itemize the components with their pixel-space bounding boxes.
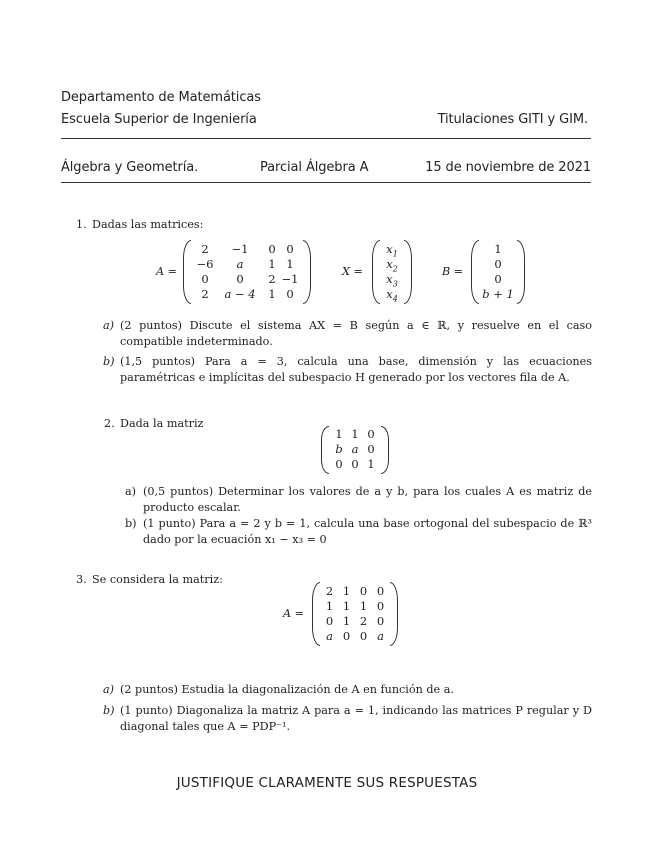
matrix-cell: 0	[367, 442, 375, 456]
matrix-cell: a	[377, 629, 384, 643]
problem1-X-label: X =	[342, 265, 363, 278]
matrix-cell: 0	[236, 272, 244, 286]
problem2-part-a-text: (0,5 puntos) Determinar los valores de a y b, para los cuales A es matriz de producto escalar.	[143, 485, 592, 514]
matrix-cell: 0	[325, 614, 334, 628]
vector-entry: $x_2$	[386, 257, 398, 274]
department-name: Departamento de Matemáticas	[61, 90, 261, 105]
school-name: Escuela Superior de Ingeniería	[61, 112, 257, 127]
problem1-part-a-label: a)	[103, 319, 115, 332]
matrix-cell: 0	[286, 287, 294, 301]
problem1-part-a-text: (2 puntos) Discute el sistema AX = B según a ∈ ℝ, y resuelve en el caso compatible indeterminado.	[120, 319, 592, 348]
matrix-cell: 1	[342, 584, 351, 598]
matrix-cell: 0	[342, 629, 351, 643]
matrix-cell: 1	[268, 257, 276, 271]
matrix-cell: 2	[201, 287, 209, 301]
matrix-cell: 0	[268, 242, 276, 256]
matrix-cell: a	[351, 442, 359, 456]
matrix-cell: 1	[342, 599, 351, 613]
problem1-B-label: B =	[442, 265, 464, 278]
matrix-cell: 0	[335, 457, 343, 471]
matrix-cell: 1	[351, 427, 359, 441]
footer-note: JUSTIFIQUE CLARAMENTE SUS RESPUESTAS	[176, 775, 478, 791]
vector-entry: $x_1$	[386, 242, 398, 259]
matrix-cell: 0	[201, 272, 209, 286]
matrix-cell: −6	[196, 257, 214, 271]
exam-date: 15 de noviembre de 2021	[425, 160, 591, 175]
problem3-matrix-A	[312, 582, 398, 646]
matrix-cell: 0	[286, 242, 294, 256]
matrix-cell: 1	[325, 599, 334, 613]
problem3-part-a-text: (2 puntos) Estudia la diagonalización de A en función de a.	[120, 683, 454, 696]
problem3-number: 3.	[76, 573, 87, 586]
header-top-rule	[61, 138, 591, 139]
problem1-matrix-A	[183, 240, 311, 304]
matrix-cell: a	[326, 629, 333, 643]
problem3-part-b-label: b)	[103, 704, 115, 717]
vector-entry: 0	[494, 257, 502, 271]
problem2-part-a-label: a)	[125, 485, 137, 498]
vector-entry: $x_4$	[386, 287, 398, 304]
matrix-cell: 1	[367, 457, 375, 471]
matrix-cell: 0	[351, 457, 359, 471]
matrix-cell: 0	[376, 599, 385, 613]
header-bottom-rule	[61, 182, 591, 183]
problem1-vector-X	[372, 240, 412, 304]
problem1-number: 1.	[76, 218, 87, 231]
matrix-cell: 0	[367, 427, 375, 441]
problem3-A-label: A =	[283, 607, 305, 620]
degrees: Titulaciones GITI y GIM.	[437, 112, 588, 127]
matrix-cell: 0	[359, 629, 368, 643]
matrix-cell: 0	[376, 584, 385, 598]
matrix-cell: 2	[268, 272, 276, 286]
matrix-cell: 2	[325, 584, 334, 598]
matrix-cell: 2	[201, 242, 209, 256]
vector-entry: $x_3$	[386, 272, 398, 289]
problem3-intro: Se considera la matriz:	[92, 573, 223, 586]
matrix-cell: 1	[286, 257, 294, 271]
problem3-part-b-text: (1 punto) Diagonaliza la matriz A para a = 1, indicando las matrices P regular y D diagonal tales que A = PDP⁻¹.	[120, 704, 592, 733]
vector-entry: 0	[494, 272, 502, 286]
matrix-cell: 1	[359, 599, 368, 613]
problem1-A-label: A =	[156, 265, 178, 278]
matrix-cell: −1	[231, 242, 249, 256]
matrix-cell: 0	[359, 584, 368, 598]
problem3-part-a-label: a)	[103, 683, 115, 696]
problem2-intro: Dada la matriz	[120, 417, 204, 430]
matrix-cell: 0	[376, 614, 385, 628]
matrix-cell: a − 4	[224, 287, 256, 301]
exam-title: Parcial Álgebra A	[260, 160, 369, 175]
matrix-cell: 1	[335, 427, 343, 441]
problem2-part-b-label: b)	[125, 517, 137, 530]
subject-title: Álgebra y Geometría.	[61, 160, 199, 175]
matrix-cell: a	[236, 257, 244, 271]
problem2-matrix	[321, 426, 389, 474]
matrix-cell: b	[335, 442, 343, 456]
matrix-cell: −1	[281, 272, 299, 286]
problem1-intro: Dadas las matrices:	[92, 218, 204, 231]
problem1-part-b-label: b)	[103, 355, 115, 368]
problem1-vector-B	[471, 240, 525, 304]
problem1-part-b-text: (1,5 puntos) Para a = 3, calcula una base, dimensión y las ecuaciones paramétricas e implícitas del subespacio H generado por los vectores fila de A.	[120, 355, 592, 384]
problem2-part-b-text: (1 punto) Para a = 2 y b = 1, calcula una base ortogonal del subespacio de ℝ³ dado por la ecuación x₁ − x₃ = 0	[143, 517, 592, 546]
vector-entry: 1	[494, 242, 502, 256]
matrix-cell: 2	[359, 614, 368, 628]
matrix-cell: 1	[342, 614, 351, 628]
problem2-number: 2.	[104, 417, 115, 430]
vector-entry: b + 1	[482, 287, 514, 301]
matrix-cell: 1	[268, 287, 276, 301]
